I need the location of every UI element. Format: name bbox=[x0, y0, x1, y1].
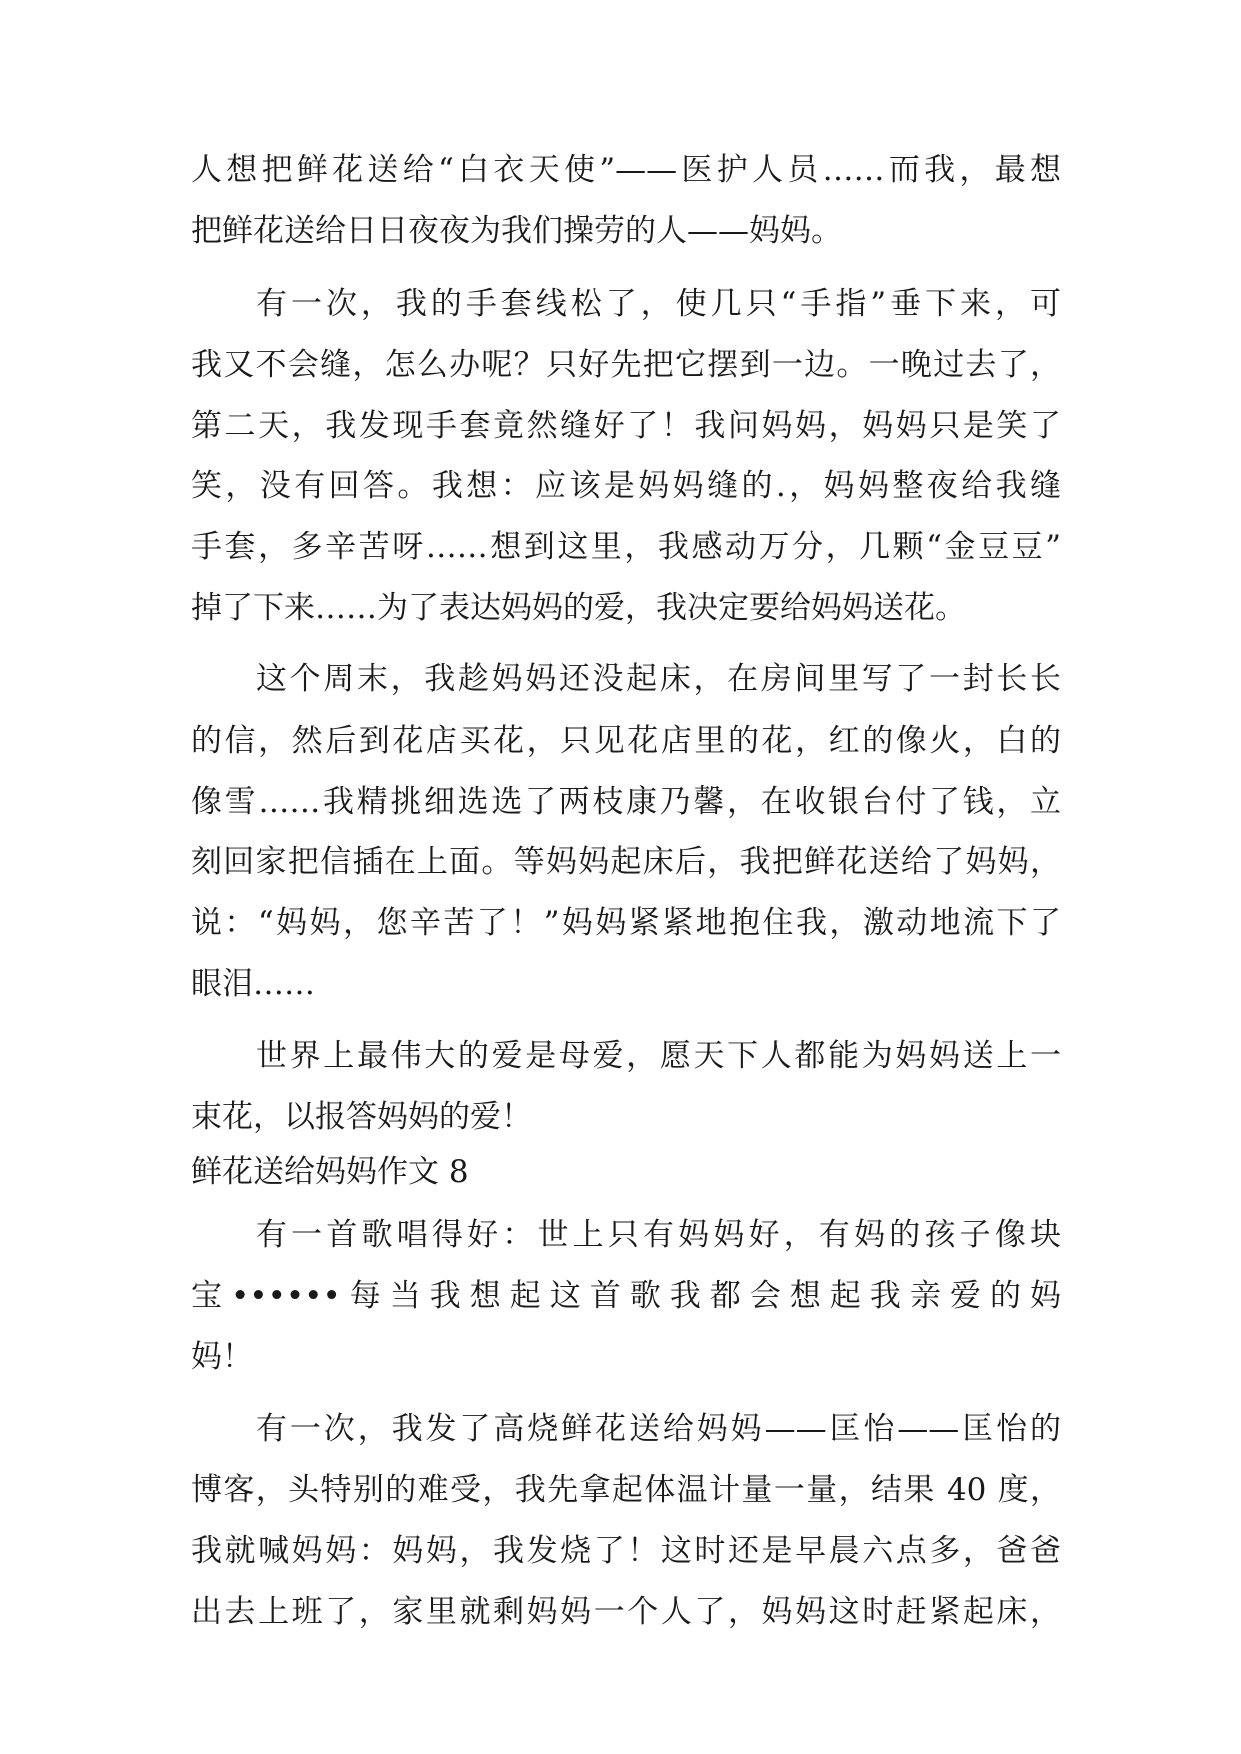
text-line: 这个周末，我趁妈妈还没起床，在房间里写了一封长长 bbox=[256, 661, 1061, 697]
text-line: 妈！ bbox=[191, 1339, 253, 1375]
text-line: 世界上最伟大的爱是母爱，愿天下人都能为妈妈送上一 bbox=[256, 1038, 1061, 1074]
text-line: 笑，没有回答。我想：应该是妈妈缝的.，妈妈整夜给我缝 bbox=[191, 468, 1061, 504]
text-line: 有一次，我的手套线松了，使几只“手指”垂下来，可 bbox=[256, 286, 1061, 322]
text-line: 我又不会缝，怎么办呢？只好先把它摆到一边。一晚过去了， bbox=[191, 347, 1061, 383]
text-line: 博客，头特别的难受，我先拿起体温计量一量，结果 40 度， bbox=[191, 1472, 1061, 1508]
text-line: 宝••••••每当我想起这首歌我都会想起我亲爱的妈 bbox=[191, 1278, 1061, 1314]
text-line: 有一首歌唱得好：世上只有妈妈好，有妈的孩子像块 bbox=[256, 1217, 1061, 1253]
text-line: 人想把鲜花送给“白衣天使”——医护人员……而我，最想 bbox=[191, 152, 1061, 188]
text-line: 第二天，我发现手套竟然缝好了！我问妈妈，妈妈只是笑了 bbox=[191, 408, 1061, 444]
text-line: 出去上班了，家里就剩妈妈一个人了，妈妈这时赶紧起床， bbox=[191, 1594, 1061, 1630]
text-line: 说：“妈妈，您辛苦了！”妈妈紧紧地抱住我，激动地流下了 bbox=[191, 905, 1061, 941]
section-heading: 鲜花送给妈妈作文 8 bbox=[191, 1154, 469, 1190]
text-line: 束花，以报答妈妈的爱！ bbox=[191, 1099, 532, 1135]
text-line: 刻回家把信插在上面。等妈妈起床后，我把鲜花送给了妈妈， bbox=[191, 844, 1061, 880]
text-line: 眼泪…… bbox=[191, 966, 315, 1002]
text-line: 我就喊妈妈：妈妈，我发烧了！这时还是早晨六点多，爸爸 bbox=[191, 1533, 1061, 1569]
text-line: 的信，然后到花店买花，只见花店里的花，红的像火，白的 bbox=[191, 723, 1061, 759]
text-line: 把鲜花送给日日夜夜为我们操劳的人——妈妈。 bbox=[191, 213, 842, 249]
text-line: 掉了下来……为了表达妈妈的爱，我决定要给妈妈送花。 bbox=[191, 590, 966, 626]
text-line: 有一次，我发了高烧鲜花送给妈妈——匡怡——匡怡的 bbox=[256, 1411, 1061, 1447]
text-line: 手套，多辛苦呀……想到这里，我感动万分，几颗“金豆豆” bbox=[191, 529, 1061, 565]
text-line: 像雪……我精挑细选选了两枝康乃馨，在收银台付了钱，立 bbox=[191, 784, 1061, 820]
